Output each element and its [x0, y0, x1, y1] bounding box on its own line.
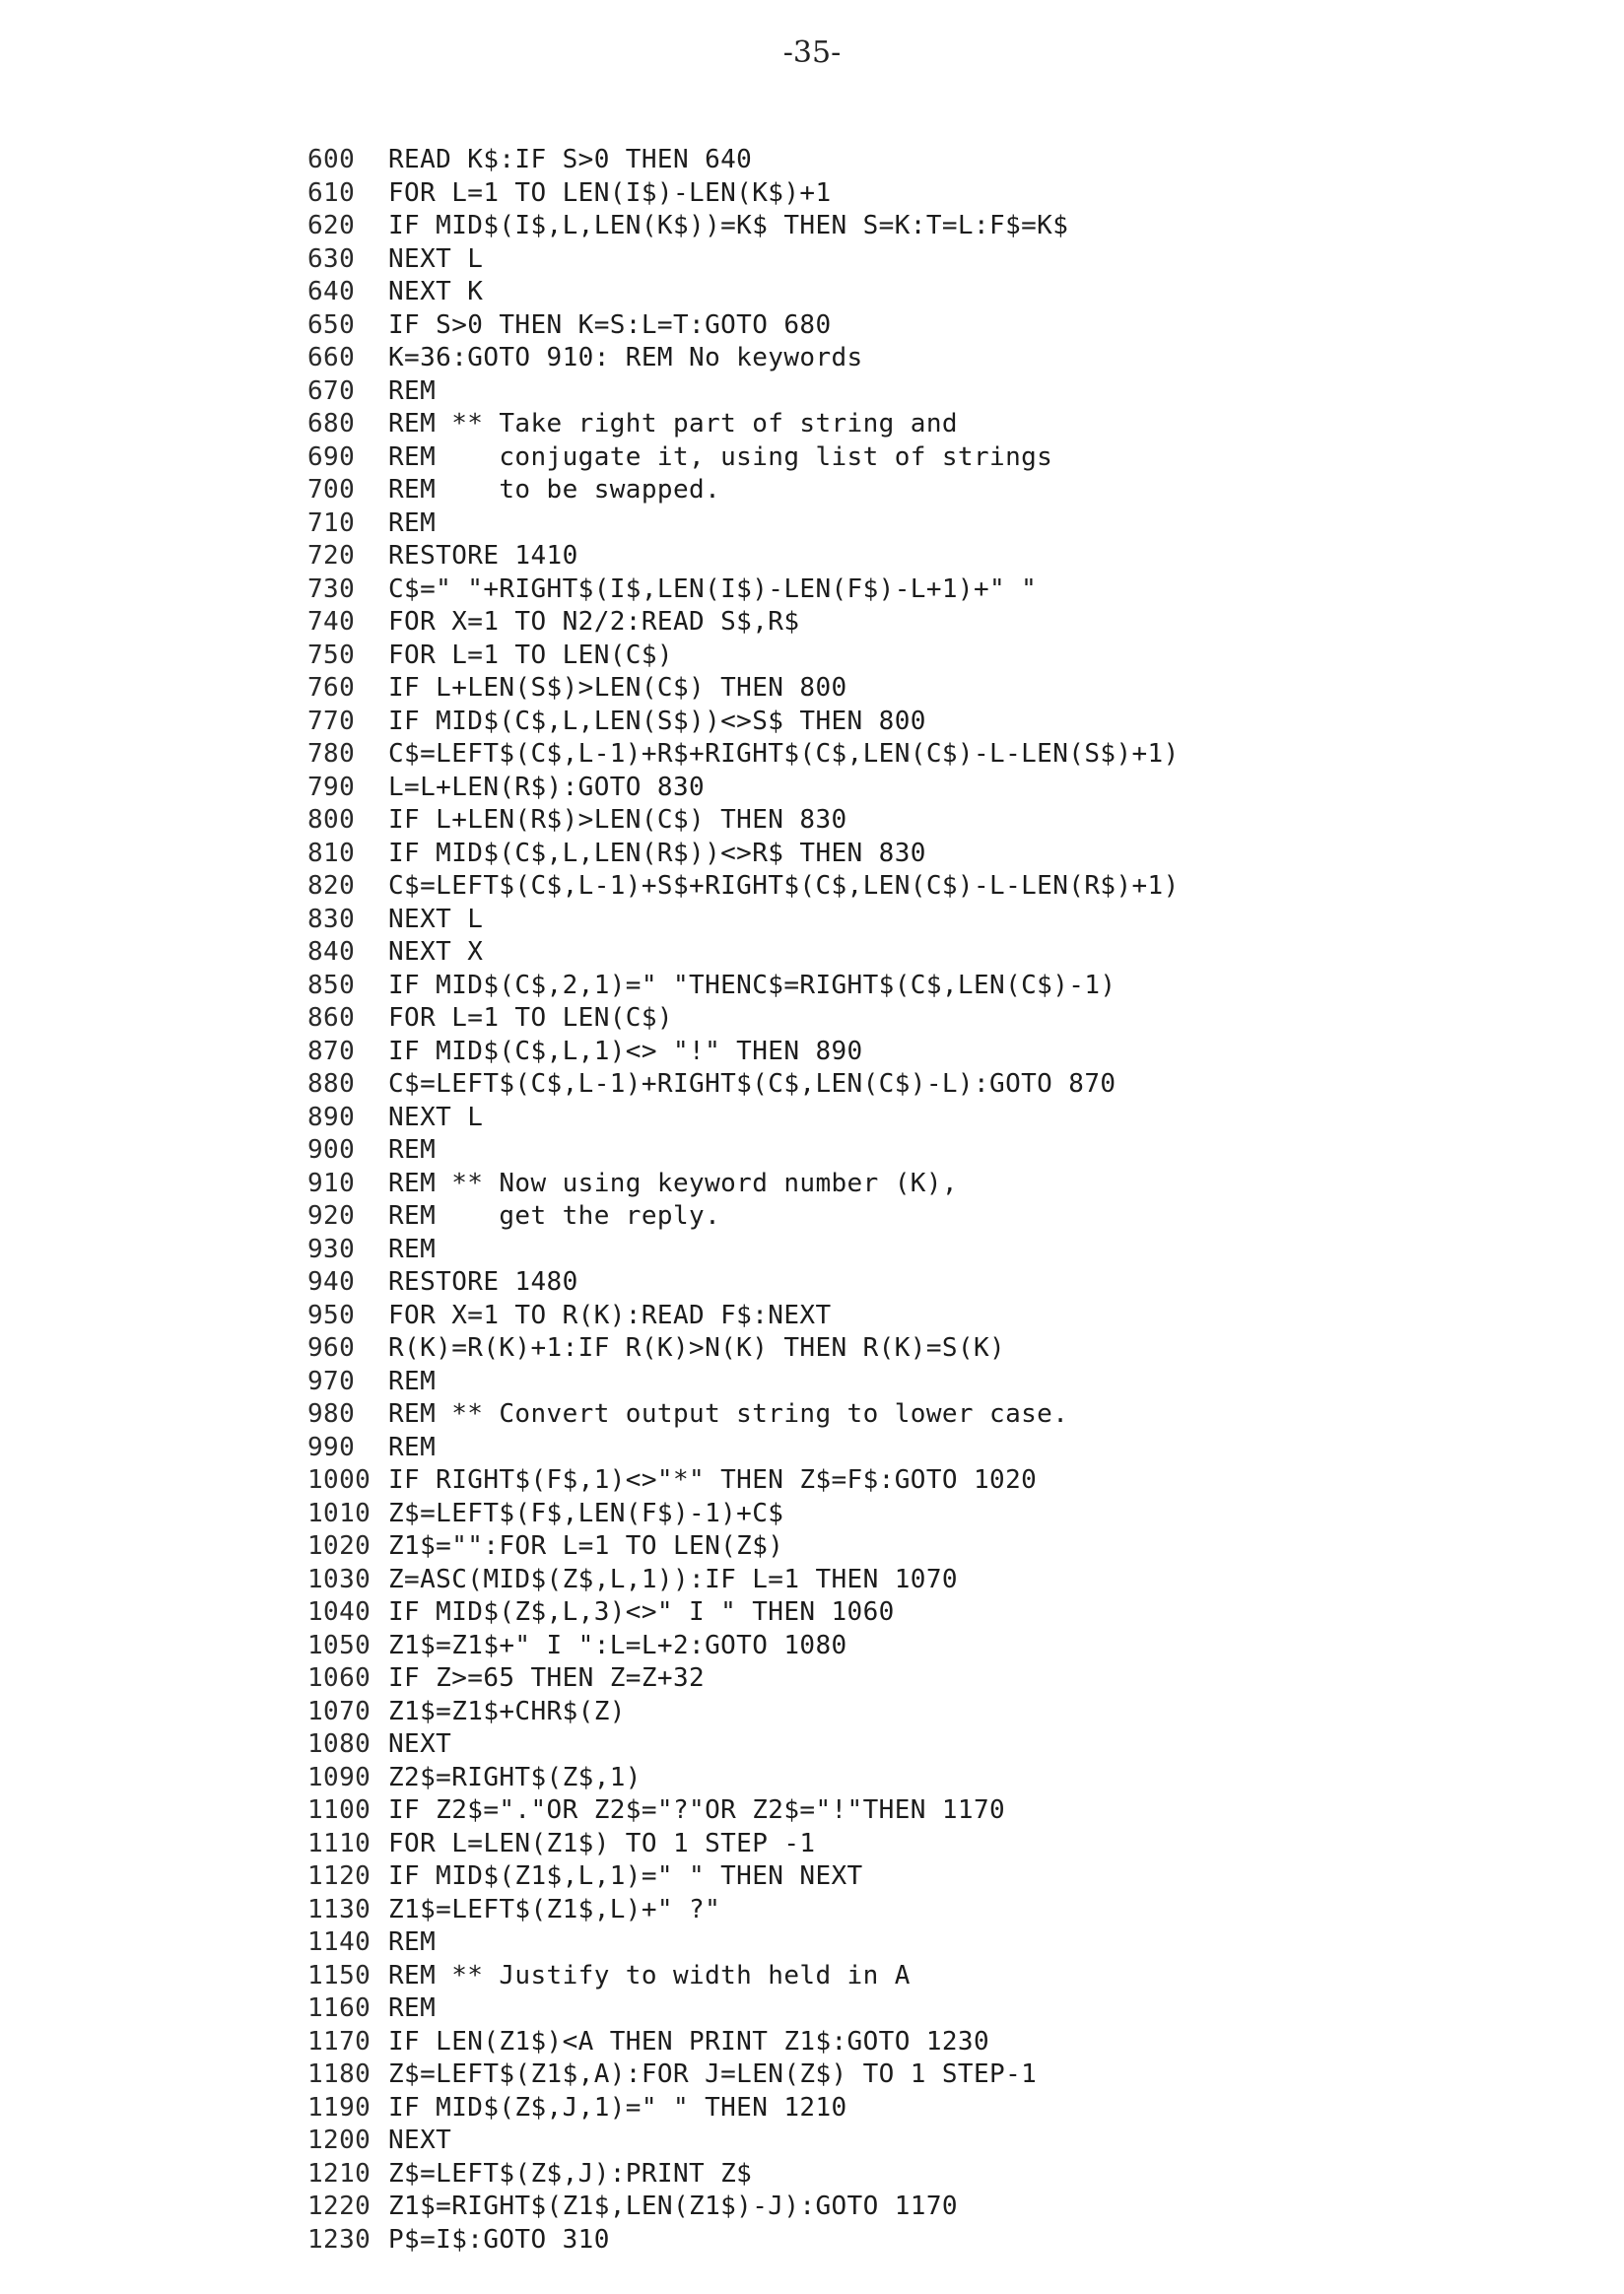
code-statement: IF L+LEN(R$)>LEN(C$) THEN 830: [388, 805, 847, 835]
line-number: 1040: [307, 1597, 372, 1627]
code-line: [307, 2224, 1579, 2258]
code-statement: NEXT: [388, 1729, 452, 1759]
code-line: [307, 1266, 1579, 1300]
code-statement: Z2$=RIGHT$(Z$,1): [388, 1762, 642, 1792]
code-statement: READ K$:IF S>0 THEN 640: [388, 145, 753, 174]
line-number: 820: [307, 871, 356, 901]
code-statement: Z$=LEFT$(Z1$,A):FOR J=LEN(Z$) TO 1 STEP-1: [388, 2059, 1038, 2089]
code-line: [307, 210, 1579, 243]
code-line: [307, 2058, 1579, 2092]
code-line: [307, 144, 1579, 177]
line-number: 690: [307, 441, 356, 472]
line-number: 1010: [307, 1498, 372, 1528]
code-line: [307, 1464, 1579, 1498]
line-number: 840: [307, 937, 356, 967]
code-statement: IF Z2$="."OR Z2$="?"OR Z2$="!"THEN 1170: [388, 1795, 1006, 1825]
line-number: 930: [307, 1234, 356, 1264]
line-number: 910: [307, 1168, 356, 1198]
line-number: 1200: [307, 2125, 372, 2155]
code-line: [307, 1530, 1579, 1564]
code-statement: IF MID$(Z$,L,3)<>" I " THEN 1060: [388, 1597, 895, 1627]
line-number: 800: [307, 805, 356, 835]
code-statement: REM conjugate it, using list of strings: [388, 441, 1053, 472]
basic-program-listing: [307, 144, 1579, 2257]
code-statement: REM to be swapped.: [388, 475, 721, 505]
code-statement: Z1$=Z1$+CHR$(Z): [388, 1696, 626, 1726]
code-line: [307, 904, 1579, 937]
code-statement: RESTORE 1410: [388, 541, 578, 571]
code-line: [307, 1168, 1579, 1201]
code-statement: IF MID$(Z$,J,1)=" " THEN 1210: [388, 2092, 847, 2123]
code-line: [307, 1662, 1579, 1696]
line-number: 1020: [307, 1531, 372, 1561]
line-number: 740: [307, 607, 356, 637]
code-line: [307, 706, 1579, 739]
line-number: 1170: [307, 2026, 372, 2057]
code-statement: REM ** Take right part of string and: [388, 409, 958, 439]
line-number: 1230: [307, 2224, 372, 2255]
code-statement: Z=ASC(MID$(Z$,L,1)):IF L=1 THEN 1070: [388, 1564, 958, 1594]
line-number: 870: [307, 1036, 356, 1066]
code-statement: REM: [388, 1234, 437, 1264]
line-number: 670: [307, 375, 356, 406]
line-number: 810: [307, 838, 356, 868]
code-line: [307, 574, 1579, 607]
code-statement: REM: [388, 375, 437, 406]
code-statement: REM ** Justify to width held in A: [388, 1960, 911, 1990]
code-line: [307, 1596, 1579, 1630]
code-line: [307, 738, 1579, 772]
line-number: 900: [307, 1135, 356, 1165]
code-statement: IF Z>=65 THEN Z=Z+32: [388, 1663, 706, 1693]
code-statement: NEXT L: [388, 243, 484, 274]
code-line: [307, 2191, 1579, 2224]
code-line: [307, 1860, 1579, 1894]
line-number: 640: [307, 277, 356, 306]
code-statement: K=36:GOTO 910: REM No keywords: [388, 343, 863, 372]
line-number: 880: [307, 1069, 356, 1099]
line-number: 980: [307, 1399, 356, 1429]
line-number: 700: [307, 475, 356, 505]
code-line: [307, 375, 1579, 409]
code-line: [307, 1002, 1579, 1036]
code-statement: IF MID$(C$,L,1)<> "!" THEN 890: [388, 1036, 863, 1066]
line-number: 1000: [307, 1465, 372, 1495]
code-line: [307, 309, 1579, 343]
line-number: 610: [307, 177, 356, 208]
code-line: [307, 408, 1579, 441]
code-line: [307, 1398, 1579, 1432]
line-number: 650: [307, 309, 356, 340]
line-number: 770: [307, 706, 356, 736]
code-statement: Z1$="":FOR L=1 TO LEN(Z$): [388, 1531, 784, 1561]
code-line: [307, 640, 1579, 673]
code-statement: REM: [388, 1432, 437, 1462]
code-line: [307, 1894, 1579, 1927]
code-line: [307, 1564, 1579, 1597]
code-line: [307, 1234, 1579, 1267]
line-number: 620: [307, 211, 356, 240]
code-line: [307, 1762, 1579, 1795]
code-statement: R(K)=R(K)+1:IF R(K)>N(K) THEN R(K)=S(K): [388, 1333, 1006, 1363]
code-line: [307, 1630, 1579, 1663]
code-line: [307, 2092, 1579, 2125]
code-statement: REM: [388, 1135, 437, 1165]
code-line: [307, 342, 1579, 375]
code-statement: FOR L=LEN(Z1$) TO 1 STEP -1: [388, 1828, 816, 1858]
code-line: [307, 672, 1579, 706]
code-statement: P$=I$:GOTO 310: [388, 2224, 610, 2255]
code-line: [307, 936, 1579, 970]
code-line: [307, 1728, 1579, 1762]
code-line: [307, 1960, 1579, 1993]
code-statement: IF MID$(C$,L,LEN(S$))<>S$ THEN 800: [388, 706, 926, 736]
code-statement: REM ** Now using keyword number (K),: [388, 1168, 958, 1198]
line-number: 1070: [307, 1696, 372, 1726]
code-statement: REM: [388, 1927, 437, 1957]
line-number: 970: [307, 1366, 356, 1396]
code-line: [307, 1102, 1579, 1135]
code-statement: Z$=LEFT$(Z$,J):PRINT Z$: [388, 2158, 753, 2189]
code-line: [307, 1992, 1579, 2026]
code-line: [307, 1828, 1579, 1861]
code-statement: L=L+LEN(R$):GOTO 830: [388, 772, 706, 802]
line-number: 780: [307, 739, 356, 769]
code-statement: NEXT L: [388, 1102, 484, 1132]
code-statement: FOR L=1 TO LEN(C$): [388, 640, 673, 670]
line-number: 600: [307, 145, 356, 174]
code-line: [307, 1134, 1579, 1168]
line-number: 660: [307, 343, 356, 372]
line-number: 1220: [307, 2192, 372, 2221]
code-statement: NEXT L: [388, 904, 484, 934]
line-number: 1140: [307, 1927, 372, 1957]
line-number: 890: [307, 1102, 356, 1132]
line-number: 1090: [307, 1762, 372, 1792]
code-line: [307, 1068, 1579, 1102]
line-number: 990: [307, 1432, 356, 1462]
code-statement: IF S>0 THEN K=S:L=T:GOTO 680: [388, 309, 832, 340]
code-line: [307, 1036, 1579, 1069]
code-statement: FOR L=1 TO LEN(I$)-LEN(K$)+1: [388, 177, 832, 208]
code-statement: IF L+LEN(S$)>LEN(C$) THEN 800: [388, 673, 847, 703]
code-line: [307, 606, 1579, 640]
code-statement: REM: [388, 507, 437, 538]
line-number: 790: [307, 772, 356, 802]
code-statement: IF MID$(C$,L,LEN(R$))<>R$ THEN 830: [388, 838, 926, 868]
code-line: [307, 838, 1579, 871]
line-number: 680: [307, 409, 356, 439]
page-number: -35-: [782, 35, 842, 70]
code-statement: REM: [388, 1993, 437, 2023]
line-number: 1190: [307, 2092, 372, 2123]
code-statement: FOR L=1 TO LEN(C$): [388, 1003, 673, 1033]
code-statement: FOR X=1 TO R(K):READ F$:NEXT: [388, 1300, 832, 1330]
code-statement: Z$=LEFT$(F$,LEN(F$)-1)+C$: [388, 1498, 784, 1528]
code-line: [307, 772, 1579, 805]
code-statement: Z1$=LEFT$(Z1$,L)+" ?": [388, 1894, 721, 1924]
code-line: [307, 1200, 1579, 1234]
code-statement: IF MID$(I$,L,LEN(K$))=K$ THEN S=K:T=L:F$=K$: [388, 211, 1069, 240]
line-number: 1180: [307, 2059, 372, 2089]
code-statement: IF MID$(Z1$,L,1)=" " THEN NEXT: [388, 1861, 863, 1891]
code-statement: NEXT: [388, 2125, 452, 2155]
code-line: [307, 2026, 1579, 2059]
code-line: [307, 804, 1579, 838]
code-statement: IF LEN(Z1$)<A THEN PRINT Z1$:GOTO 1230: [388, 2026, 990, 2057]
line-number: 1050: [307, 1630, 372, 1660]
line-number: 830: [307, 904, 356, 934]
line-number: 1080: [307, 1729, 372, 1759]
line-number: 1210: [307, 2158, 372, 2189]
code-statement: C$=LEFT$(C$,L-1)+R$+RIGHT$(C$,LEN(C$)-L-LEN(S$)+1): [388, 739, 1180, 769]
code-line: [307, 540, 1579, 574]
line-number: 1100: [307, 1795, 372, 1825]
line-number: 720: [307, 541, 356, 571]
line-number: 1060: [307, 1663, 372, 1693]
code-line: [307, 1366, 1579, 1399]
code-statement: REM get the reply.: [388, 1201, 721, 1231]
code-statement: FOR X=1 TO N2/2:READ S$,R$: [388, 607, 800, 637]
code-line: [307, 507, 1579, 541]
code-statement: Z1$=Z1$+" I ":L=L+2:GOTO 1080: [388, 1630, 847, 1660]
code-line: [307, 474, 1579, 507]
code-statement: C$=LEFT$(C$,L-1)+RIGHT$(C$,LEN(C$)-L):GOTO 870: [388, 1069, 1116, 1099]
code-statement: C$=" "+RIGHT$(I$,LEN(I$)-LEN(F$)-L+1)+" ": [388, 574, 1038, 604]
line-number: 1160: [307, 1993, 372, 2023]
code-line: [307, 2158, 1579, 2192]
line-number: 710: [307, 507, 356, 538]
code-line: [307, 276, 1579, 309]
code-line: [307, 441, 1579, 475]
code-line: [307, 1432, 1579, 1465]
line-number: 1130: [307, 1894, 372, 1924]
line-number: 950: [307, 1300, 356, 1330]
code-statement: C$=LEFT$(C$,L-1)+S$+RIGHT$(C$,LEN(C$)-L-LEN(R$)+1): [388, 871, 1180, 901]
code-line: [307, 1332, 1579, 1366]
line-number: 940: [307, 1267, 356, 1297]
code-line: [307, 2125, 1579, 2158]
line-number: 1030: [307, 1564, 372, 1594]
code-statement: NEXT K: [388, 277, 484, 306]
code-statement: NEXT X: [388, 937, 484, 967]
code-statement: IF MID$(C$,2,1)=" "THENC$=RIGHT$(C$,LEN(C$)-1): [388, 970, 1116, 1000]
line-number: 860: [307, 1003, 356, 1033]
code-line: [307, 1696, 1579, 1729]
code-line: [307, 1794, 1579, 1828]
line-number: 850: [307, 970, 356, 1000]
code-line: [307, 1498, 1579, 1531]
line-number: 730: [307, 574, 356, 604]
line-number: 1110: [307, 1828, 372, 1858]
code-statement: REM ** Convert output string to lower case.: [388, 1399, 1069, 1429]
code-statement: Z1$=RIGHT$(Z1$,LEN(Z1$)-J):GOTO 1170: [388, 2192, 958, 2221]
line-number: 630: [307, 243, 356, 274]
code-statement: IF RIGHT$(F$,1)<>"*" THEN Z$=F$:GOTO 1020: [388, 1465, 1038, 1495]
code-line: [307, 870, 1579, 904]
code-line: [307, 177, 1579, 211]
code-line: [307, 243, 1579, 277]
code-statement: RESTORE 1480: [388, 1267, 578, 1297]
line-number: 750: [307, 640, 356, 670]
code-line: [307, 1300, 1579, 1333]
code-line: [307, 970, 1579, 1003]
line-number: 760: [307, 673, 356, 703]
line-number: 960: [307, 1333, 356, 1363]
line-number: 1120: [307, 1861, 372, 1891]
code-line: [307, 1926, 1579, 1960]
code-statement: REM: [388, 1366, 437, 1396]
line-number: 920: [307, 1201, 356, 1231]
line-number: 1150: [307, 1960, 372, 1990]
